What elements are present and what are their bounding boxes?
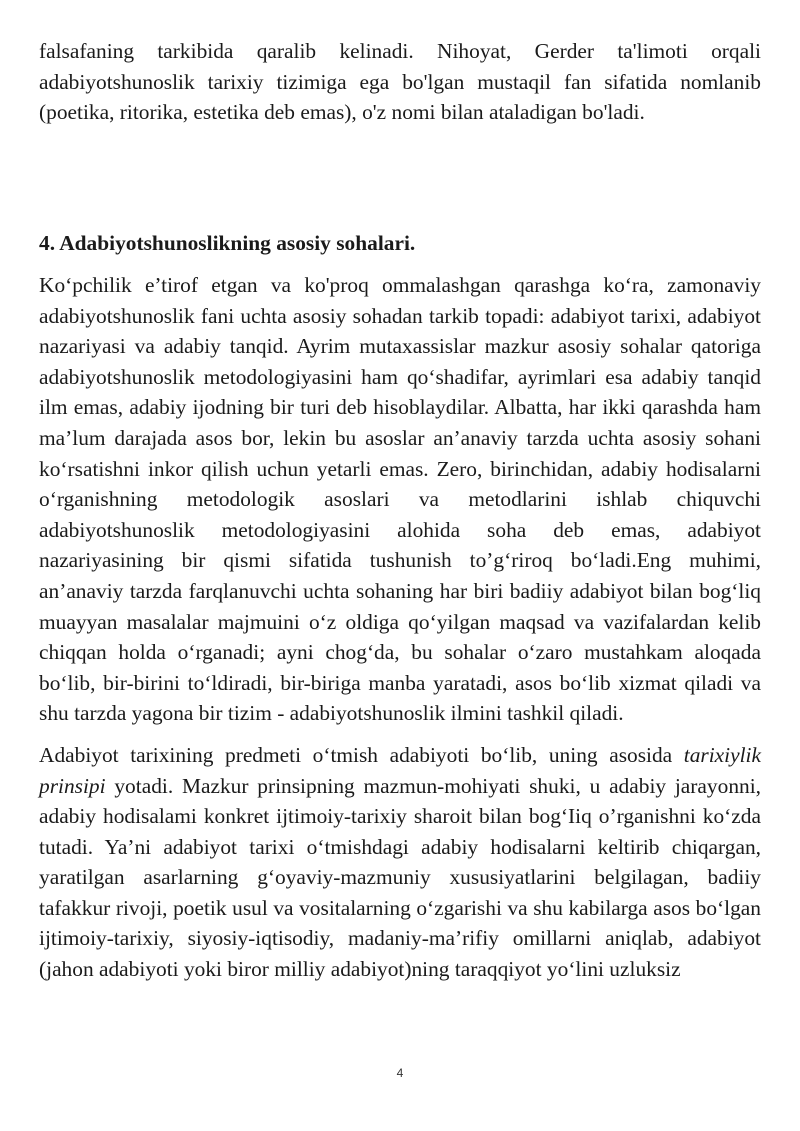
- paragraph-literary-branches: Ko‘pchilik e’tirof etgan va ko'proq ommalashgan qarashga ko‘ra, zamonaviy adabiyotshunoslik fani uchta asosiy sohadan tarkib topadi: adabiyot tarixi, adabiyot nazariyasi va adabiy tanqid. Ayrim mutaxassislar mazkur asosiy sohalar qatoriga adabiyotshunoslik metodologiyasini ham qo‘shadifar, ayrimlari esa adabiy tanqid ilm emas, adabiy ijodning bir turi deb hisoblaydilar. Albatta, har ikki qarashda ham ma’lum darajada asos bor, lekin bu asoslar an’anaviy tarzda uchta asosiy sohani ko‘rsatishni inkor qilish uchun yetarli emas. Zero, birinchidan, adabiy hodisalarni o‘rganishning metodologik asoslari va metodlarini ishlab chiquvchi adabiyotshunoslik metodologiyasini alohida soha deb emas, adabiyot nazariyasining bir qismi sifatida tushunish to’g‘riroq bo‘ladi.Eng muhimi, an’anaviy tarzda farqlanuvchi uchta sohaning har biri badiiy adabiyot bilan bog‘liq muayyan masalalar majmuini o‘z oldiga qo‘yilgan maqsad va vazifalardan kelib chiqqan holda o‘rganadi; ayni chog‘da, bu sohalar o‘zaro mustahkam aloqada bo‘lib, bir-birini to‘ldiradi, bir-biriga manba yaratadi, asos bo‘lib xizmat qiladi va shu tarzda yagona bir tizim - adabiyotshunoslik ilmini tashkil qiladi.: [39, 273, 761, 726]
- section-body: [39, 270, 761, 985]
- paragraph-text-end: yotadi. Mazkur prinsipning mazmun-mohiyati shuki, u adabiy jarayonni, adabiy hodisalami konkret ijtimoiy-tarixiy sharoit bilan bog‘Iiq o’rganishni ko‘zda tutadi. Ya’ni adabiyot tarixi o‘tmishdagi adabiy hodisalarni keltirib chiqargan, yaratilgan asarlarning g‘oyaviy-mazmuniy xususiyatlarini belgilagan, badiiy tafakkur rivoji, poetik usul va vositalarning o‘zgarishi va shu kabilarga asos bo‘lgan ijtimoiy-tarixiy, siyosiy-iqtisodiy, madaniy-ma’rifiy omillarni aniqlab, adabiyot (jahon adabiyoti yoki biror milliy adabiyot)ning taraqqiyot yo‘lini uzluksiz: [39, 773, 761, 982]
- page-number: 4: [396, 1066, 404, 1080]
- document-page: [39, 36, 761, 982]
- italic-term: tarixiylik prinsipi: [39, 742, 761, 798]
- paragraph-text-start: Adabiyot tarixining predmeti o‘tmish adabiyoti bo‘lib, uning asosida: [39, 742, 684, 767]
- paragraph-literary-history: [39, 740, 761, 985]
- section-heading: 4. Adabiyotshunoslikning asosiy sohalari.: [39, 231, 416, 255]
- intro-paragraph: falsafaning tarkibida qaralib kelinadi. Nihoyat, Gerder ta'limoti orqali adabiyotshunoslik tarixiy tizimiga ega bo'lgan mustaqil fan sifatida nomlanib (poetika, ritorika, estetika deb emas), o'z nomi bilan ataladigan bo'ladi.: [39, 39, 761, 125]
